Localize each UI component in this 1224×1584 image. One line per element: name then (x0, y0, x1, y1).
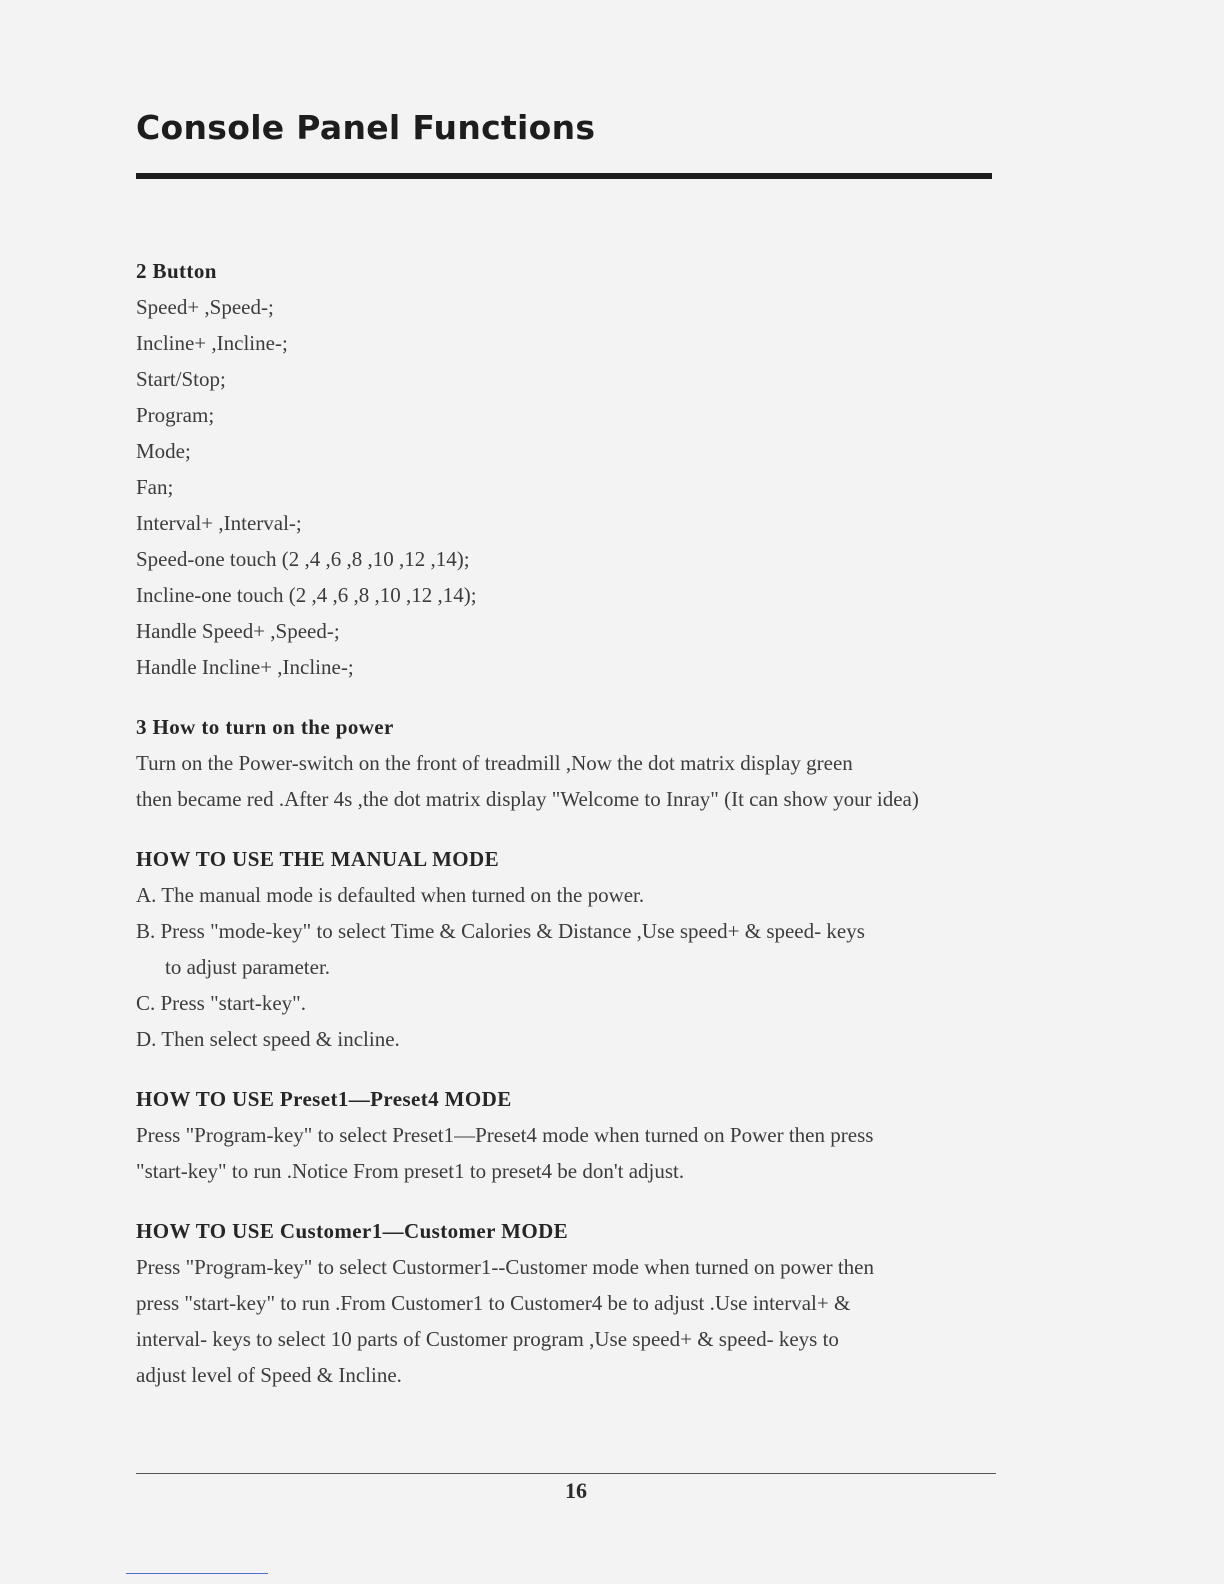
buttons-section (136, 253, 1056, 685)
button-item: Interval+ ,Interval-; (136, 511, 302, 535)
button-item: Incline-one touch (2 ,4 ,6 ,8 ,10 ,12 ,14); (136, 583, 477, 607)
power-text-line: Turn on the Power-switch on the front of treadmill ,Now the dot matrix display green (136, 751, 853, 775)
customer-text-line: adjust level of Speed & Incline. (136, 1363, 402, 1387)
manual-step: C. Press "start-key". (136, 991, 306, 1015)
manual-step: A. The manual mode is defaulted when turned on the power. (136, 883, 645, 907)
buttons-heading: 2 Button (136, 259, 217, 283)
manual-step: D. Then select speed & incline. (136, 1027, 400, 1051)
button-item: Incline+ ,Incline-; (136, 331, 288, 355)
button-item: Mode; (136, 439, 191, 463)
button-item: Handle Incline+ ,Incline-; (136, 655, 354, 679)
button-item: Speed+ ,Speed-; (136, 295, 274, 319)
preset-mode-section (136, 1081, 1056, 1189)
customer-mode-heading: HOW TO USE Customer1—Customer MODE (136, 1219, 569, 1243)
manual-step-continuation: to adjust parameter. (165, 955, 331, 979)
customer-text-line: interval- keys to select 10 parts of Customer program ,Use speed+ & speed- keys to (136, 1327, 839, 1351)
preset-text-line: "start-key" to run .Notice From preset1 to preset4 be don't adjust. (136, 1159, 685, 1183)
manual-mode-heading: HOW TO USE THE MANUAL MODE (136, 847, 500, 871)
manual-step: B. Press "mode-key" to select Time & Calories & Distance ,Use speed+ & speed- keys (136, 919, 865, 943)
customer-mode-section (136, 1213, 1056, 1393)
button-item: Fan; (136, 475, 174, 499)
preset-mode-heading: HOW TO USE Preset1—Preset4 MODE (136, 1087, 512, 1111)
manual-mode-section (136, 841, 1056, 1057)
page-title: Console Panel Functions (136, 108, 596, 147)
title-divider (136, 173, 992, 179)
footer-divider (136, 1473, 996, 1474)
power-heading: 3 How to turn on the power (136, 715, 394, 739)
power-text-line: then became red .After 4s ,the dot matrix display "Welcome to Inray" (It can show your idea) (136, 787, 919, 811)
power-section (136, 709, 1056, 817)
button-item: Start/Stop; (136, 367, 226, 391)
preset-text-line: Press "Program-key" to select Preset1—Preset4 mode when turned on Power then press (136, 1123, 874, 1147)
page-number: 16 (565, 1478, 587, 1503)
button-item: Program; (136, 403, 215, 427)
document-body (136, 253, 1056, 1417)
customer-text-line: Press "Program-key" to select Custormer1--Customer mode when turned on power then (136, 1255, 874, 1279)
button-item: Speed-one touch (2 ,4 ,6 ,8 ,10 ,12 ,14); (136, 547, 470, 571)
button-item: Handle Speed+ ,Speed-; (136, 619, 340, 643)
customer-text-line: press "start-key" to run .From Customer1 to Customer4 be to adjust .Use interval+ & (136, 1291, 851, 1315)
scan-edge-line (126, 1573, 268, 1574)
